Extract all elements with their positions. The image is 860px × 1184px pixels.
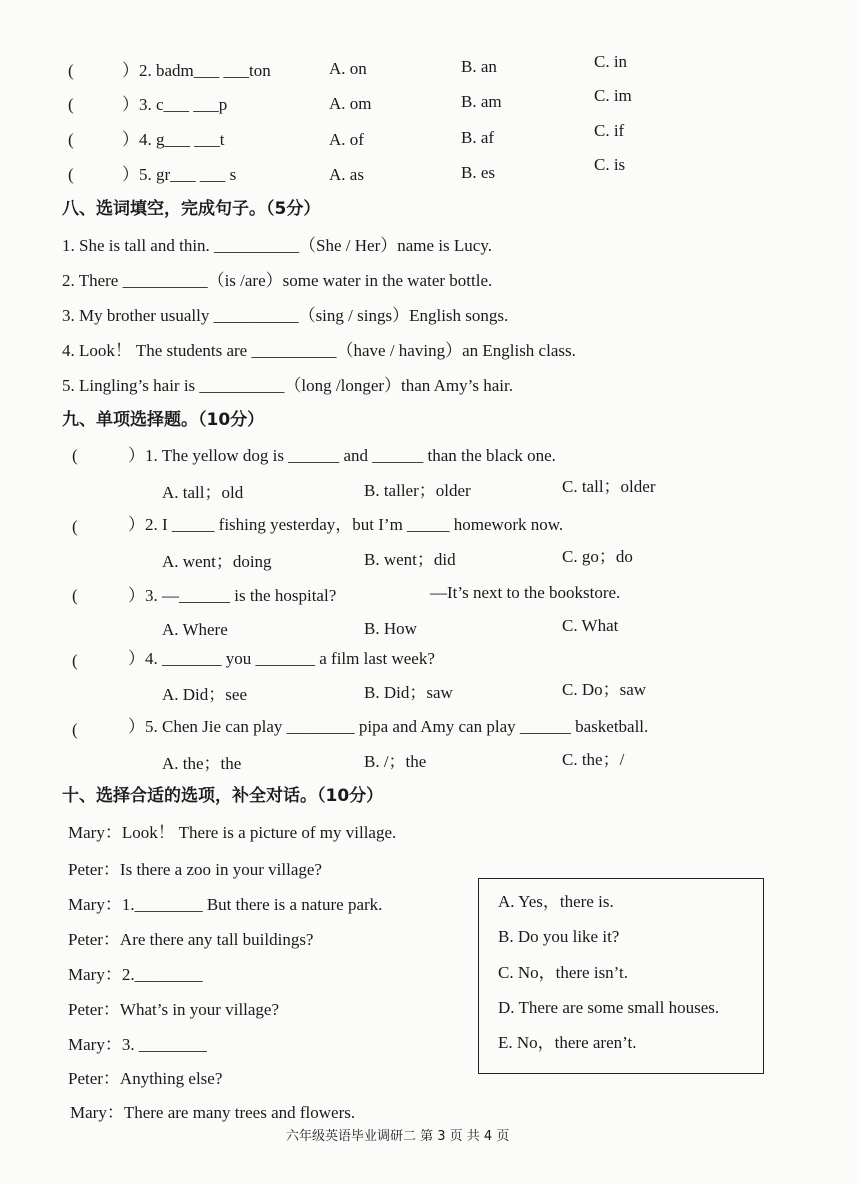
fill-line: 1. She is tall and thin. __________（She / Her）name is Lucy. [62, 236, 492, 255]
question-stem: ）1. The yellow dog is ______ and ______ than the black one. [128, 446, 556, 465]
option-c: C. Do；saw [562, 680, 647, 699]
option-c: C. the；/ [562, 750, 625, 769]
dialogue-option: E. No，there aren’t. [498, 1033, 637, 1052]
answer-paren: ( [72, 446, 78, 465]
question-stem: ）3. —______ is the hospital? [128, 586, 337, 605]
dialogue-option: D. There are some small houses. [498, 998, 720, 1017]
option-a: A. on [329, 59, 367, 78]
answer-paren: ( [72, 720, 78, 739]
option-b: B. /；the [364, 752, 427, 771]
option-b: B. How [364, 619, 417, 638]
option-c: C. What [562, 616, 619, 635]
dialogue-line: Mary：1.________ But there is a nature park. [68, 895, 383, 914]
option-a: A. went；doing [162, 552, 272, 571]
option-b: B. an [461, 57, 497, 76]
option-c: C. im [594, 86, 632, 105]
option-a: A. the；the [162, 754, 242, 773]
option-b: B. es [461, 163, 495, 182]
option-c: C. is [594, 155, 626, 174]
option-b: B. went；did [364, 550, 456, 569]
question-stem: ）5. gr___ ___ s [122, 165, 237, 184]
fill-line: 5. Lingling’s hair is __________（long /longer）than Amy’s hair. [62, 376, 513, 395]
option-a: A. as [329, 165, 364, 184]
dialogue-option: B. Do you like it? [498, 927, 620, 946]
dialogue-line: Mary：There are many trees and flowers. [70, 1103, 356, 1122]
dialogue-option: A. Yes，there is. [498, 892, 614, 911]
dialogue-line: Mary：2.________ [68, 965, 203, 984]
option-b: B. am [461, 92, 502, 111]
question-stem: ）3. c___ ___p [122, 95, 228, 114]
fill-line: 4. Look！ The students are __________（have / having）an English class. [62, 341, 576, 360]
dialogue-line: Mary：Look！ There is a picture of my village. [68, 823, 397, 842]
answer-paren: ( [68, 130, 74, 149]
option-b: B. taller；older [364, 481, 471, 500]
dialogue-line: Mary：3. ________ [68, 1035, 207, 1054]
dialogue-line: Peter：Anything else? [68, 1069, 223, 1088]
question-stem-reply: —It’s next to the bookstore. [430, 583, 621, 602]
answer-paren: ( [72, 651, 78, 670]
dialogue-option: C. No，there isn’t. [498, 963, 629, 982]
answer-paren: ( [72, 517, 78, 536]
option-a: A. tall；old [162, 483, 244, 502]
section-title: 八、选词填空，完成句子。（5分） [62, 199, 321, 219]
option-c: C. in [594, 52, 628, 71]
section-title: 九、单项选择题。（10分） [62, 410, 265, 430]
option-a: A. Where [162, 620, 228, 639]
section-title: 十、选择合适的选项，补全对话。（10分） [62, 786, 384, 806]
fill-line: 3. My brother usually __________（sing / sings）English songs. [62, 306, 509, 325]
option-c: C. go；do [562, 547, 633, 566]
option-a: A. om [329, 94, 372, 113]
fill-line: 2. There __________（is /are）some water in the water bottle. [62, 271, 493, 290]
answer-paren: ( [72, 586, 78, 605]
dialogue-line: Peter：Is there a zoo in your village? [68, 860, 322, 879]
dialogue-line: Peter：Are there any tall buildings? [68, 930, 314, 949]
option-a: A. of [329, 130, 364, 149]
page-footer: 六年级英语毕业调研二 第 3 页 共 4 页 [286, 1129, 510, 1144]
answer-paren: ( [68, 165, 74, 184]
option-b: B. Did；saw [364, 683, 453, 702]
question-stem: ）4. g___ ___t [122, 130, 225, 149]
option-a: A. Did；see [162, 685, 247, 704]
question-stem: ）2. badm___ ___ton [122, 61, 271, 80]
answer-paren: ( [68, 61, 74, 80]
option-c: C. if [594, 121, 625, 140]
question-stem: ）4. _______ you _______ a film last week? [128, 649, 435, 668]
question-stem: ）2. I _____ fishing yesterday，but I’m _____ homework now. [128, 515, 564, 534]
question-stem: ）5. Chen Jie can play ________ pipa and Amy can play ______ basketball. [128, 717, 649, 736]
option-b: B. af [461, 128, 495, 147]
option-c: C. tall；older [562, 477, 656, 496]
dialogue-line: Peter：What’s in your village? [68, 1000, 280, 1019]
answer-paren: ( [68, 95, 74, 114]
